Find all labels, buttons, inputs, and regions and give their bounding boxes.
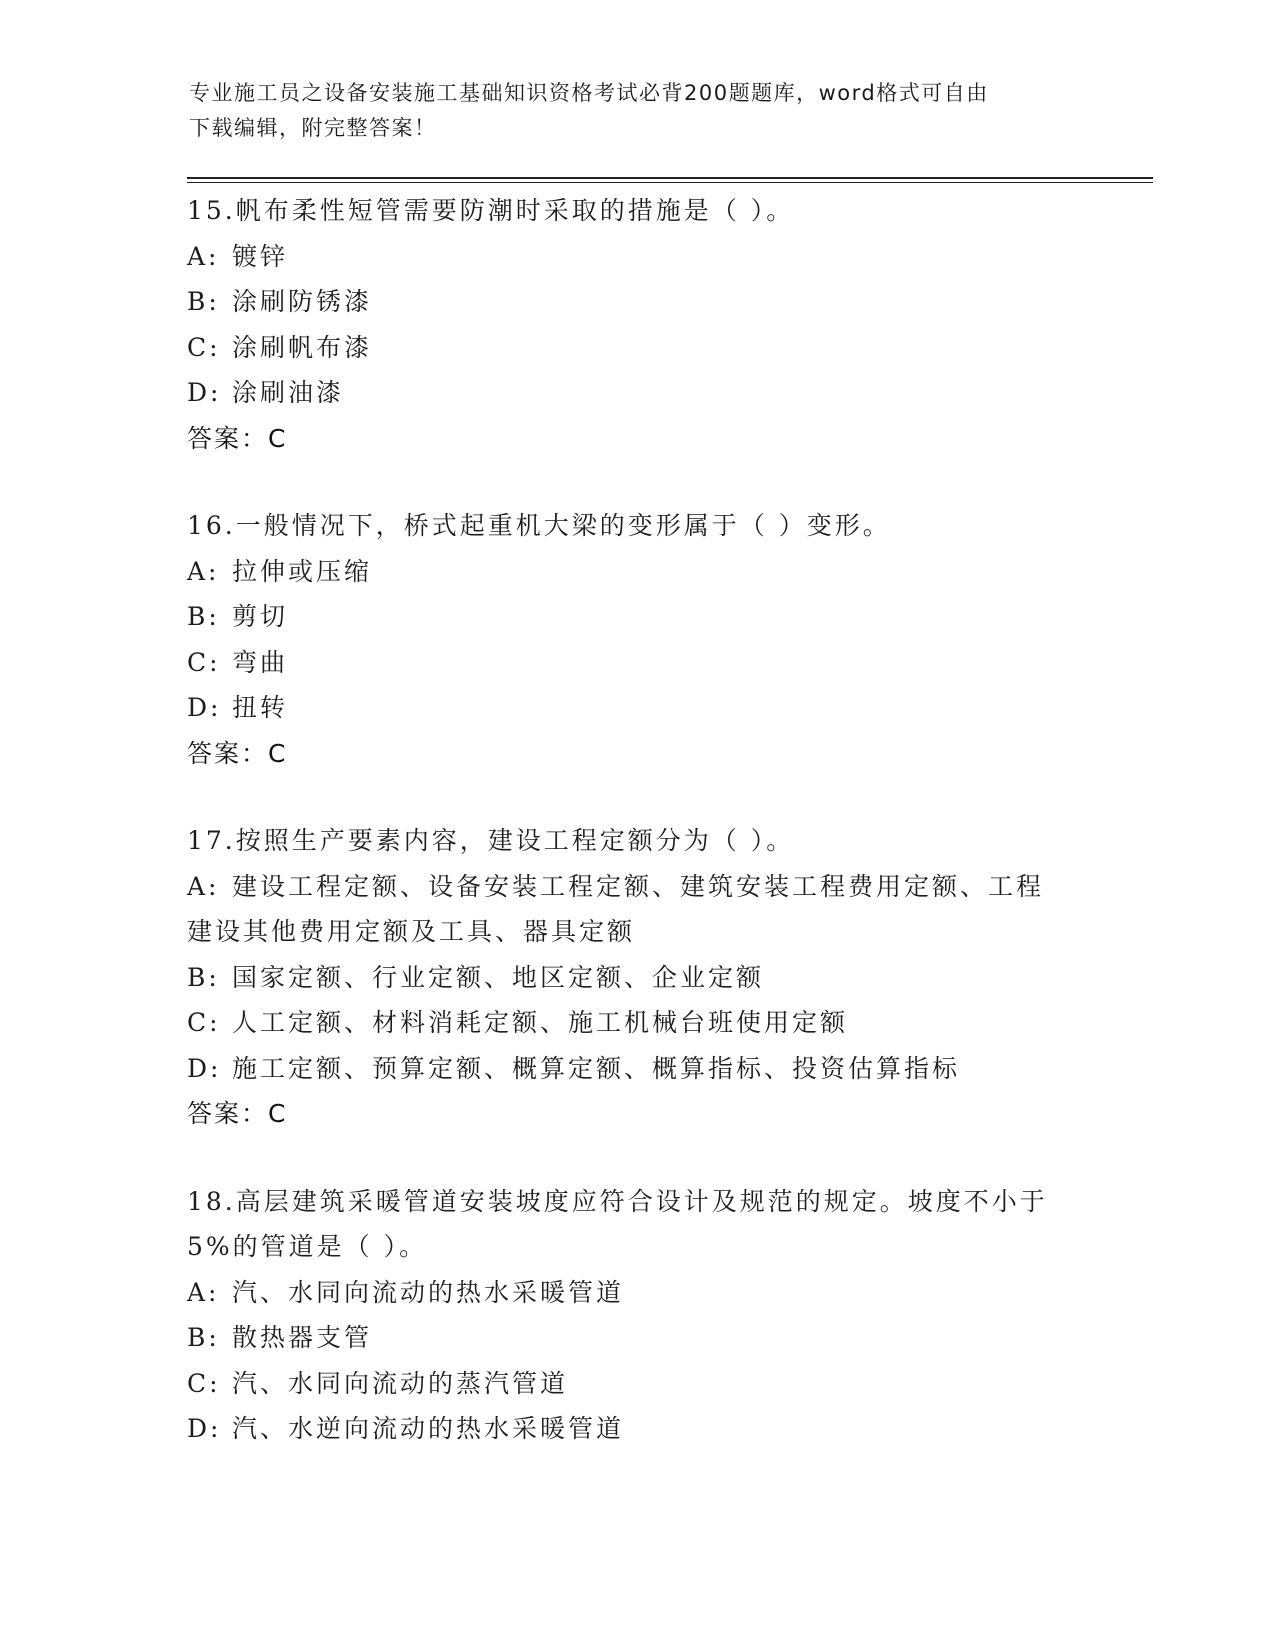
question-18 [187, 1179, 1087, 1452]
option-letter: A: [187, 556, 220, 586]
option-letter: D: [187, 1053, 222, 1083]
option-text: 剪切 [232, 602, 289, 631]
header-line-1: 专业施工员之设备安装施工基础知识资格考试必背200题题库，word格式可自由 [189, 81, 989, 105]
question-15 [187, 188, 1087, 461]
answer-line: 答案：C [187, 423, 288, 453]
option-letter: A: [187, 871, 220, 901]
question-17 [187, 818, 1087, 1137]
option-letter: B: [187, 602, 220, 631]
option-letter: C: [187, 647, 221, 677]
option-text: 汽、水同向流动的热水采暖管道 [232, 1277, 625, 1307]
question-16 [187, 503, 1087, 776]
answer-line: 答案：C [187, 738, 288, 768]
option-c [187, 1361, 1087, 1407]
option-letter: C: [187, 1368, 221, 1398]
option-c [187, 325, 1087, 371]
option-text: 涂刷油漆 [232, 378, 345, 407]
header-rule-thin [187, 182, 1153, 183]
option-text: 扭转 [232, 693, 289, 722]
option-text: 国家定额、行业定额、地区定额、企业定额 [232, 962, 765, 992]
option-text: 涂刷防锈漆 [232, 287, 373, 316]
option-text: 散热器支管 [232, 1323, 373, 1352]
option-text: 弯曲 [232, 647, 289, 677]
answer-line: 答案：C [187, 1099, 288, 1128]
option-text: 拉伸或压缩 [232, 556, 373, 586]
option-letter: D: [187, 1414, 222, 1443]
option-a [187, 1270, 1087, 1316]
option-text: 汽、水逆向流动的热水采暖管道 [232, 1414, 625, 1443]
question-list [187, 188, 1087, 1494]
option-c [187, 640, 1087, 686]
option-d [187, 1046, 1087, 1092]
option-b [187, 1315, 1087, 1361]
option-letter: B: [187, 962, 220, 992]
option-letter: C: [187, 332, 221, 362]
option-b [187, 594, 1087, 640]
option-letter: A: [187, 241, 220, 271]
question-stem: 17.按照生产要素内容，建设工程定额分为（ ）。 [187, 826, 795, 855]
option-a-continued: 建设其他费用定额及工具、器具定额 [187, 917, 636, 946]
option-text: 建设工程定额、设备安装工程定额、建筑安装工程费用定额、工程 [232, 871, 1045, 901]
option-d [187, 1406, 1087, 1452]
option-text: 汽、水同向流动的蒸汽管道 [232, 1368, 569, 1398]
option-letter: C: [187, 1008, 221, 1037]
option-letter: B: [187, 1323, 220, 1352]
option-letter: D: [187, 693, 222, 722]
option-letter: B: [187, 287, 220, 316]
question-stem-continued: 5%的管道是（ ）。 [187, 1232, 428, 1261]
option-a [187, 549, 1087, 595]
option-b [187, 955, 1087, 1001]
header-line-2: 下载编辑，附完整答案！ [189, 116, 437, 140]
question-stem: 15.帆布柔性短管需要防潮时采取的措施是（ ）。 [187, 196, 795, 225]
option-text: 镀锌 [232, 241, 289, 271]
question-stem: 18.高层建筑采暖管道安装坡度应符合设计及规范的规定。坡度不小于 [187, 1186, 1048, 1216]
option-a [187, 864, 1087, 910]
option-text: 施工定额、预算定额、概算定额、概算指标、投资估算指标 [232, 1053, 961, 1083]
option-d [187, 685, 1087, 731]
option-c [187, 1000, 1087, 1046]
option-a [187, 234, 1087, 280]
option-letter: D: [187, 378, 222, 407]
option-text: 人工定额、材料消耗定额、施工机械台班使用定额 [232, 1008, 849, 1037]
option-b [187, 279, 1087, 325]
option-letter: A: [187, 1277, 220, 1307]
header-rule-thick [187, 177, 1153, 179]
document-header [189, 76, 1089, 146]
option-text: 涂刷帆布漆 [232, 332, 373, 362]
question-stem: 16.一般情况下，桥式起重机大梁的变形属于（ ）变形。 [187, 511, 891, 540]
option-d [187, 370, 1087, 416]
